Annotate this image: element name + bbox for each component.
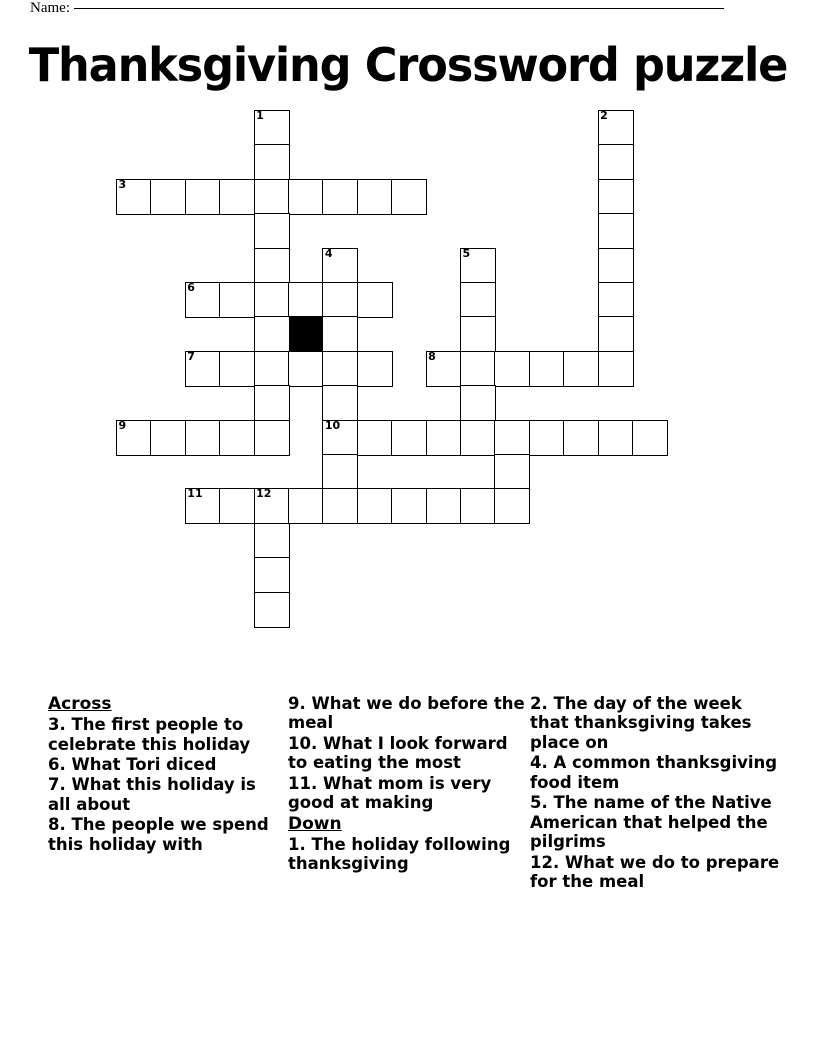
grid-cell[interactable] (254, 385, 290, 421)
clue-text: The holiday following thanksgiving (288, 834, 511, 874)
grid-cell[interactable] (254, 351, 290, 387)
clue-number: 8. (48, 815, 72, 835)
grid-cell-number: 11 (187, 487, 203, 501)
grid-cell[interactable] (254, 523, 290, 559)
grid-cell[interactable] (219, 282, 255, 318)
clue-text: The first people to celebrate this holiday (48, 715, 251, 754)
grid-cell[interactable] (254, 557, 290, 593)
clue-text: The name of the Native American that helped the pilgrims (530, 793, 772, 852)
grid-cell[interactable] (598, 110, 634, 146)
grid-cell-number: 1 (256, 109, 264, 122)
clue-number: 10. (288, 733, 323, 753)
grid-cell-number: 3 (118, 177, 127, 191)
clue-text: What mom is very good at making (288, 773, 492, 813)
grid-cell-number: 9 (118, 418, 127, 432)
clues-section (40, 694, 780, 974)
clue-number: 9. (288, 694, 312, 713)
grid-cell[interactable] (322, 316, 358, 352)
clue-item (288, 774, 526, 813)
grid-cell[interactable] (219, 420, 255, 456)
clue-item (530, 694, 780, 752)
grid-cell[interactable] (150, 179, 186, 215)
grid-cell[interactable] (219, 488, 255, 524)
grid-cell[interactable] (598, 144, 634, 180)
grid-cell-number: 12 (256, 487, 272, 501)
name-field-line (30, 0, 746, 17)
clue-text: A common thanksgiving food item (530, 753, 778, 792)
clue-number: 4. (530, 753, 554, 773)
grid-cell[interactable] (598, 179, 634, 215)
grid-cell[interactable] (288, 488, 324, 524)
grid-cell[interactable] (322, 420, 358, 456)
grid-cell[interactable] (391, 420, 427, 456)
clue-text: What we do to prepare for the meal (530, 852, 780, 892)
grid-cell[interactable] (563, 420, 599, 456)
grid-cell[interactable] (254, 420, 290, 456)
grid-cell[interactable] (426, 420, 462, 456)
grid-cell[interactable] (460, 488, 496, 524)
clue-number: 7. (48, 775, 72, 795)
grid-cell[interactable] (322, 282, 358, 318)
clue-number: 5. (530, 793, 554, 813)
grid-cell[interactable] (254, 592, 290, 628)
grid-cell[interactable] (116, 420, 152, 456)
clue-text: The day of the week that thanksgiving takes place on (530, 694, 752, 752)
grid-cell[interactable] (254, 144, 290, 180)
clue-item (530, 753, 780, 792)
grid-cell[interactable] (185, 351, 221, 387)
grid-cell[interactable] (563, 351, 599, 387)
grid-cell[interactable] (598, 420, 634, 456)
clue-number: 11. (288, 773, 323, 793)
grid-cell[interactable] (185, 179, 221, 215)
grid-cell-number: 8 (428, 349, 436, 363)
grid-cell[interactable] (494, 420, 530, 456)
grid-cell-number: 7 (187, 349, 195, 363)
grid-cell[interactable] (254, 179, 290, 215)
crossword-grid[interactable] (116, 110, 700, 658)
clue-number: 3. (48, 715, 72, 735)
grid-cell[interactable] (460, 351, 496, 387)
grid-cell-number: 2 (600, 109, 608, 122)
grid-cell[interactable] (357, 488, 393, 524)
grid-cell[interactable] (219, 351, 255, 387)
clue-number: 2. (530, 694, 554, 713)
grid-cell[interactable] (598, 213, 634, 249)
grid-cell[interactable] (460, 420, 496, 456)
grid-cell[interactable] (254, 282, 290, 318)
grid-cell[interactable] (254, 248, 290, 284)
clue-text: What I look forward to eating the most (288, 733, 508, 773)
grid-cell[interactable] (219, 179, 255, 215)
grid-cell[interactable] (598, 282, 634, 318)
grid-cell[interactable] (529, 351, 565, 387)
grid-cell[interactable] (322, 385, 358, 421)
grid-cell[interactable] (426, 351, 462, 387)
page-title: Thanksgiving Crossword puzzle (28, 38, 788, 92)
grid-cell-blocked (288, 316, 324, 352)
grid-cell[interactable] (598, 351, 634, 387)
grid-cell[interactable] (391, 488, 427, 524)
clue-item (530, 853, 780, 892)
grid-cell[interactable] (494, 351, 530, 387)
clue-item (288, 835, 526, 874)
grid-cell-number: 5 (462, 246, 471, 260)
grid-cell[interactable] (185, 420, 221, 456)
grid-cell[interactable] (116, 179, 152, 215)
clues-column-3 (530, 694, 780, 893)
grid-cell[interactable] (426, 488, 462, 524)
name-label: Name: (30, 0, 70, 16)
grid-cell[interactable] (460, 385, 496, 421)
grid-cell[interactable] (460, 248, 496, 284)
clue-text: What we do before the meal (288, 694, 525, 733)
clues-heading: Down (288, 813, 342, 834)
grid-cell[interactable] (322, 248, 358, 284)
grid-cell[interactable] (185, 282, 221, 318)
grid-cell[interactable] (529, 420, 565, 456)
grid-cell[interactable] (494, 454, 530, 490)
grid-cell[interactable] (288, 179, 324, 215)
grid-cell[interactable] (150, 420, 186, 456)
grid-cell[interactable] (254, 110, 290, 146)
grid-cell[interactable] (322, 351, 358, 387)
clue-text: What this holiday is all about (48, 775, 256, 814)
grid-cell-number: 4 (324, 246, 333, 260)
clue-item (48, 775, 280, 814)
grid-cell[interactable] (322, 179, 358, 215)
grid-cell[interactable] (288, 351, 324, 387)
clue-item (48, 815, 280, 854)
grid-cell-number: 10 (324, 418, 341, 432)
name-write-line[interactable] (74, 8, 724, 9)
grid-cell[interactable] (322, 454, 358, 490)
clues-column-1 (48, 694, 280, 855)
clue-number: 6. (48, 754, 72, 774)
clue-number: 1. (288, 834, 312, 854)
clue-item (48, 755, 280, 774)
clue-number: 12. (530, 852, 565, 872)
clue-item (288, 694, 526, 733)
grid-cell[interactable] (632, 420, 668, 456)
clue-item (530, 793, 780, 851)
grid-cell[interactable] (254, 488, 290, 524)
clue-item (288, 734, 526, 773)
clues-heading: Across (48, 694, 112, 714)
grid-cell-number: 6 (187, 281, 195, 294)
grid-cell[interactable] (357, 351, 393, 387)
grid-cell[interactable] (254, 316, 290, 352)
grid-cell[interactable] (185, 488, 221, 524)
grid-cell[interactable] (357, 282, 393, 318)
grid-cell[interactable] (391, 179, 427, 215)
clue-text: What Tori diced (71, 754, 217, 774)
grid-cell[interactable] (460, 282, 496, 318)
clue-text: The people we spend this holiday with (48, 815, 269, 854)
grid-cell[interactable] (288, 282, 324, 318)
grid-cell[interactable] (460, 316, 496, 352)
clue-item (48, 715, 280, 754)
grid-cell[interactable] (357, 179, 393, 215)
grid-cell[interactable] (357, 420, 393, 456)
grid-cell[interactable] (494, 488, 530, 524)
grid-cell[interactable] (598, 248, 634, 284)
grid-cell[interactable] (254, 213, 290, 249)
grid-cell[interactable] (598, 316, 634, 352)
grid-cell[interactable] (322, 488, 358, 524)
clues-column-2 (288, 694, 526, 875)
